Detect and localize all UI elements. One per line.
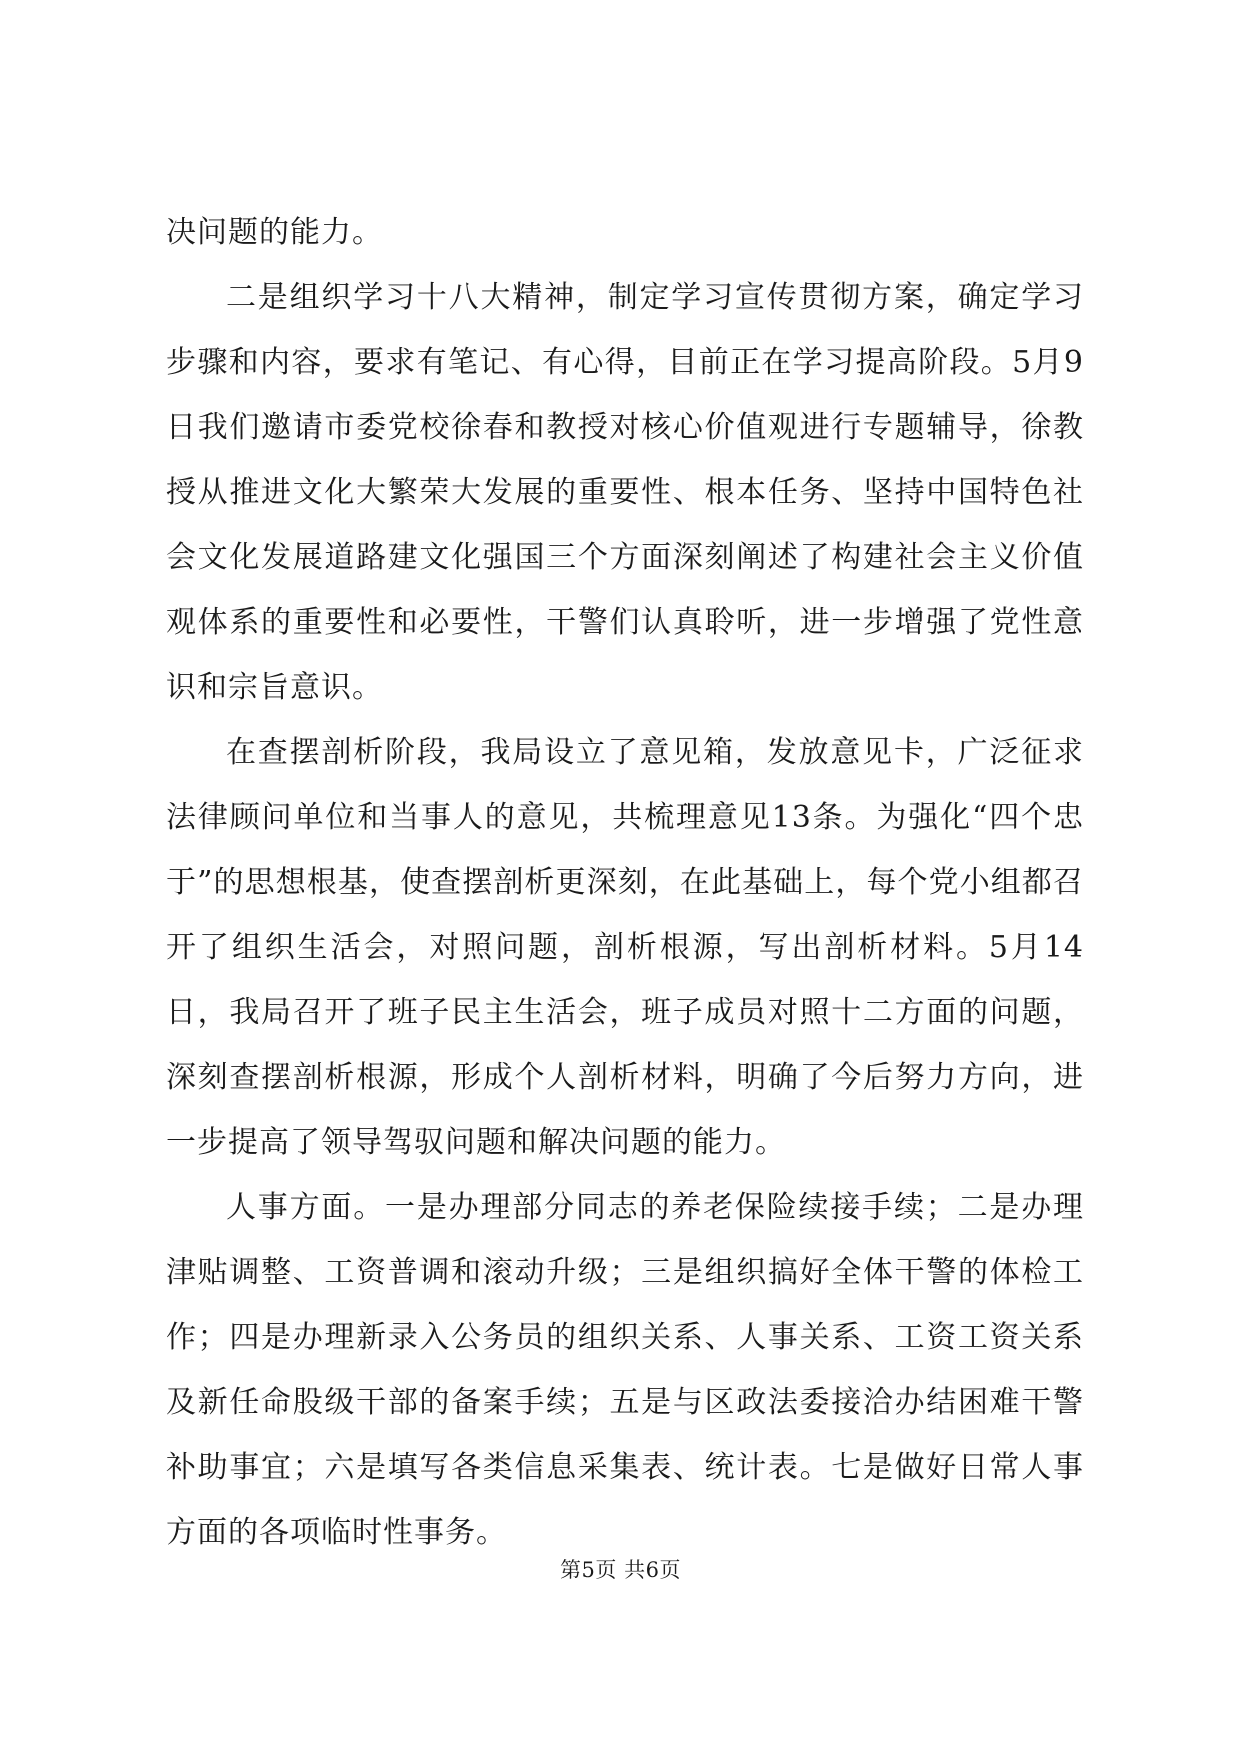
paragraph-2: 二是组织学习十八大精神，制定学习宣传贯彻方案，确定学习步骤和内容，要求有笔记、有心得，目前正在学习提高阶段。5月9日我们邀请市委党校徐春和教授对核心价值观进行专题辅导，徐教授从推进文化大繁荣大发展的重要性、根本任务、坚持中国特色社会文化发展道路建文化强国三个方面深刻阐述了构建社会主义价值观体系的重要性和必要性，干警们认真聆听，进一步增强了党性意识和宗旨意识。 [166,280,1084,705]
paragraph-4: 人事方面。一是办理部分同志的养老保险续接手续；二是办理津贴调整、工资普调和滚动升级；三是组织搞好全体干警的体检工作；四是办理新录入公务员的组织关系、人事关系、工资工资关系及新任命股级干部的备案手续；五是与区政法委接洽办结困难干警补助事宜；六是填写各类信息采集表、统计表。七是做好日常人事方面的各项临时性事务。 [166,1190,1084,1550]
paragraph-1: 决问题的能力。 [166,215,383,250]
paragraph-3: 在查摆剖析阶段，我局设立了意见箱，发放意见卡，广泛征求法律顾问单位和当事人的意见，共梳理意见13条。为强化“四个忠于”的思想根基，使查摆剖析更深刻，在此基础上，每个党小组都召开了组织生活会，对照问题，剖析根源，写出剖析材料。5月14日，我局召开了班子民主生活会，班子成员对照十二方面的问题，深刻查摆剖析根源，形成个人剖析材料，明确了今后努力方向，进一步提高了领导驾驭问题和解决问题的能力。 [166,735,1084,1160]
page-number-footer: 第5页 共6页 [560,1558,681,1582]
document-body [166,200,1084,1565]
